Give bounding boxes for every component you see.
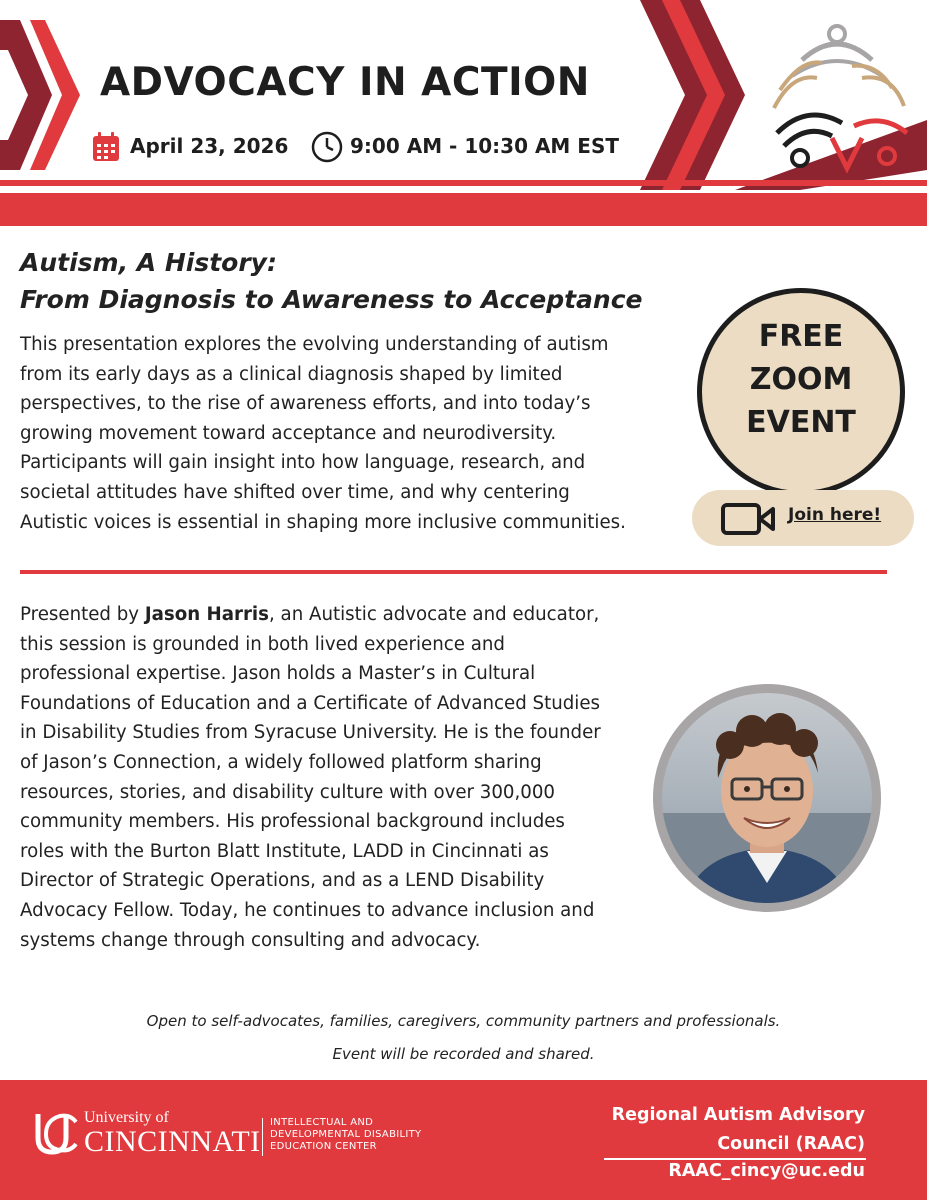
section-divider [20, 570, 887, 574]
description-line: perspectives, to the rise of awareness efforts, and into today’s [20, 393, 591, 415]
description-line: This presentation explores the evolving understanding of autism [20, 334, 609, 355]
speaker-photo [652, 683, 882, 913]
description-line: Participants will gain insight into how language, research, and [20, 452, 586, 474]
bio-line: of Jason’s Connection, a widely followed platform sharing [20, 751, 542, 773]
event-time: 9:00 AM - 10:30 AM EST [350, 134, 619, 158]
talk-description [20, 330, 692, 537]
badge-line: EVENT [746, 405, 856, 440]
bio-line: resources, stories, and disability culture with over 300,000 [20, 781, 555, 803]
bio-line: systems change through consulting and advocacy. [20, 929, 481, 951]
bio-line: this session is grounded in both lived experience and [20, 633, 505, 655]
clock-icon [310, 130, 344, 164]
speaker-bio [20, 600, 660, 955]
uc-logo-icon [30, 1108, 80, 1158]
recording-note: Event will be recorded and shared. [332, 1045, 595, 1063]
description-line: societal attitudes have shifted over time, and why centering [20, 481, 570, 503]
bio-line: Foundations of Education and a Certificate of Advanced Studies [20, 692, 600, 714]
bio-line: in Disability Studies from Syracuse University. He is the founder [20, 722, 601, 744]
bio-line: community members. His professional background includes [20, 811, 565, 833]
talk-title-line1: Autism, A History: [20, 248, 277, 277]
bio-line: Advocacy Fellow. Today, he continues to advance inclusion and [20, 899, 595, 921]
event-date: April 23, 2026 [130, 134, 289, 158]
raac-logo [762, 18, 917, 178]
page-title: ADVOCACY IN ACTION [100, 60, 590, 105]
bio-line: Director of Strategic Operations, and as a LEND Disability [20, 870, 545, 892]
join-here-link[interactable]: Join here! [788, 505, 882, 525]
talk-title [20, 244, 680, 318]
raac-name: Regional Autism Advisory Council (RAAC) [611, 1105, 865, 1154]
video-camera-icon [720, 502, 776, 536]
bio-line: roles with the Burton Blatt Institute, LADD in Cincinnati as [20, 840, 549, 862]
uc-name-line2: CINCINNATI [84, 1125, 261, 1158]
join-here-button[interactable] [692, 490, 914, 546]
calendar-icon [92, 132, 120, 162]
raac-email-link[interactable]: RAAC_cincy@uc.edu [668, 1161, 865, 1181]
uc-separator [262, 1118, 263, 1156]
talk-title-line2: From Diagnosis to Awareness to Acceptance [20, 285, 643, 314]
footer-divider [604, 1158, 866, 1160]
speaker-name: Jason Harris [144, 604, 269, 625]
description-line: Autistic voices is essential in shaping more inclusive communities. [20, 511, 626, 533]
uc-department: INTELLECTUAL AND DEVELOPMENTAL DISABILITY EDUCATION CENTER [270, 1117, 422, 1152]
uc-name-line1: University of [84, 1109, 169, 1126]
description-line: from its early days as a clinical diagnosis shaped by limited [20, 363, 563, 385]
audience-note: Open to self-advocates, families, caregivers, community partners and professionals. [146, 1012, 781, 1030]
description-line: growing movement toward acceptance and neurodiversity. [20, 422, 557, 444]
bio-line: Presented by Jason Harris, an Autistic advocate and educator, [20, 604, 600, 625]
bio-line: professional expertise. Jason holds a Master’s in Cultural [20, 663, 536, 685]
badge-line: ZOOM [749, 362, 853, 397]
free-zoom-event-badge [697, 288, 905, 496]
badge-line: FREE [758, 319, 844, 354]
